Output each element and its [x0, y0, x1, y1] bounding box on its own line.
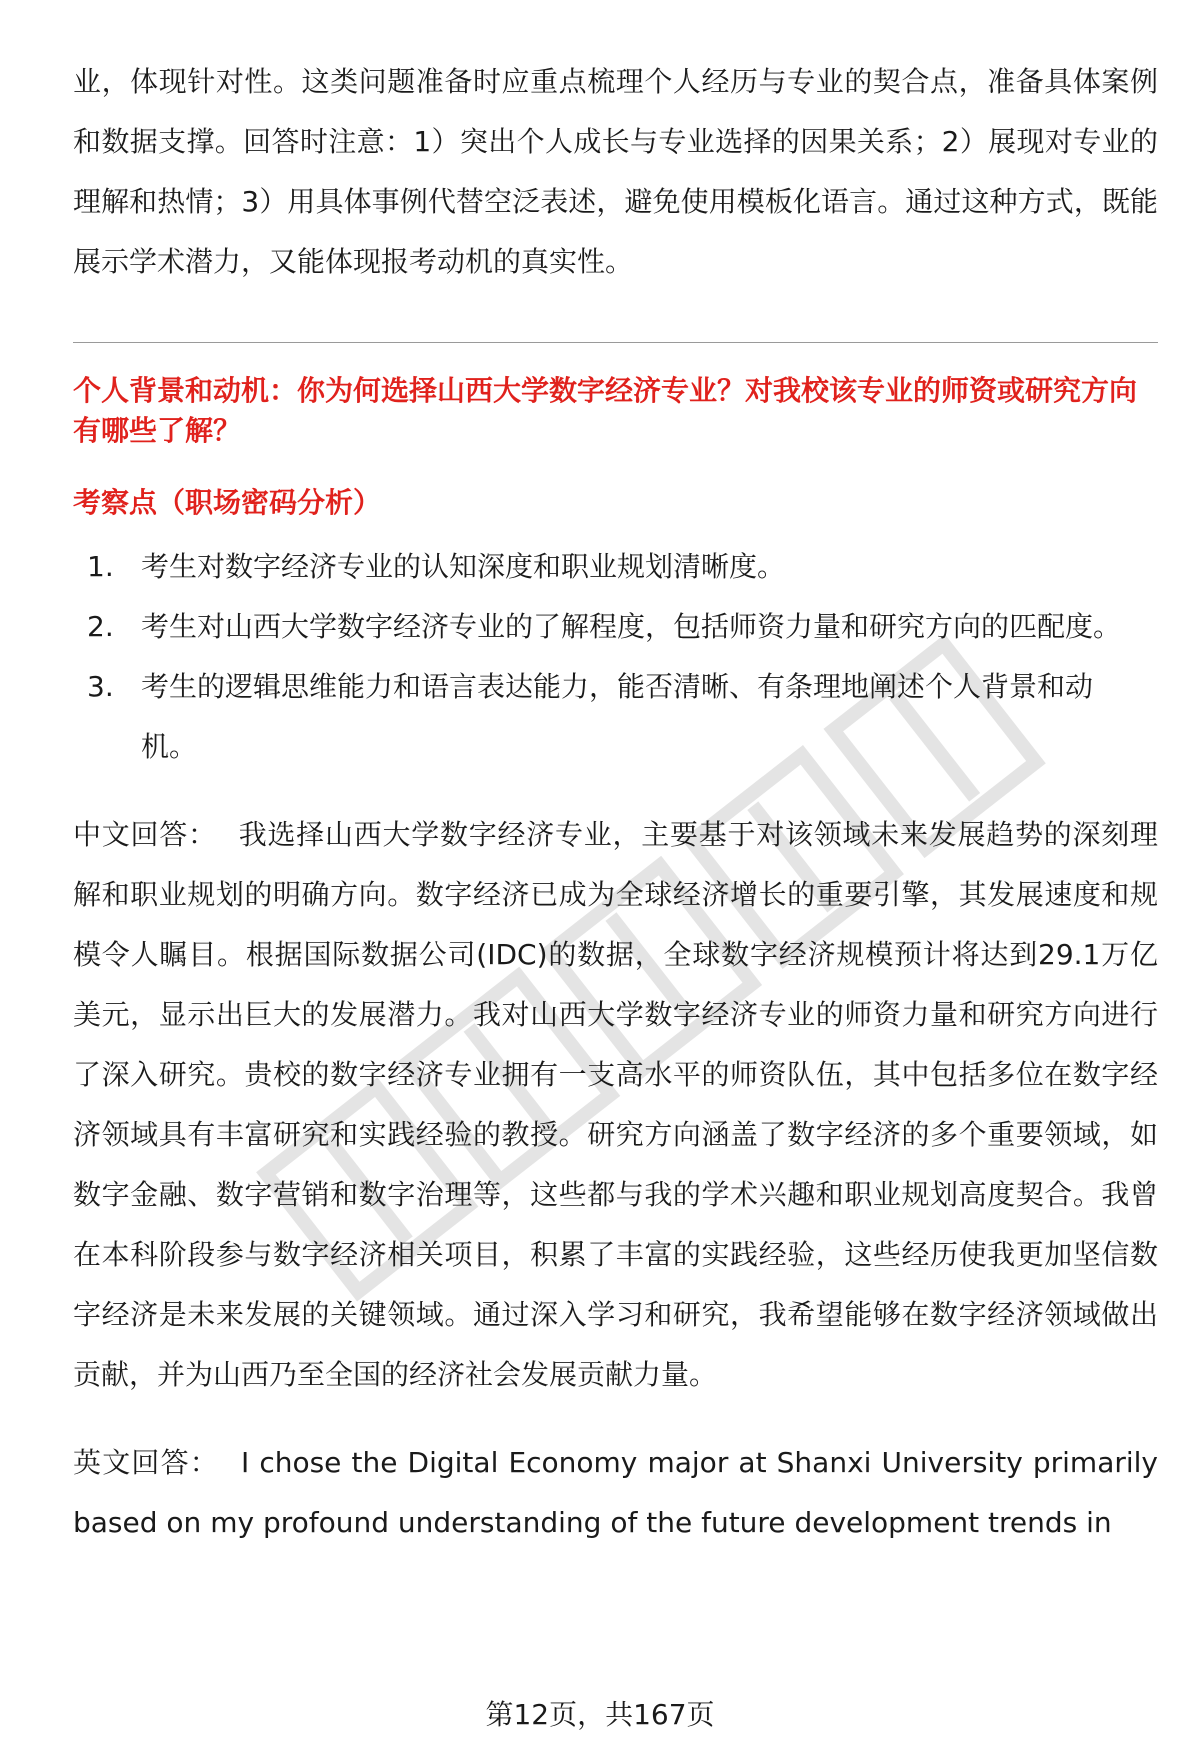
page-number-footer: 第12页，共167页	[485, 1698, 715, 1731]
list-item-number: 1.	[87, 550, 114, 583]
list-item-text: 考生对山西大学数字经济专业的了解程度，包括师资力量和研究方向的匹配度。	[141, 610, 1122, 643]
list-item-text: 考生的逻辑思维能力和语言表达能力，能否清晰、有条理地阐述个人背景和动机。	[141, 670, 1094, 763]
chinese-answer-label: 中文回答：	[73, 818, 217, 851]
list-item-text: 考生对数字经济专业的认知深度和职业规划清晰度。	[141, 550, 786, 583]
intro-paragraph: 业，体现针对性。这类问题准备时应重点梳理个人经历与专业的契合点，准备具体案例和数据支撑。回答时注意：1）突出个人成长与专业选择的因果关系；2）展现对专业的理解和热情；3）用具体事例代替空泛表述，避免使用模板化语言。通过这种方式，既能展示学术潜力，又能体现报考动机的真实性。	[73, 65, 1158, 278]
section-divider	[73, 342, 1158, 343]
exam-points-heading: 考察点（职场密码分析）	[73, 486, 382, 519]
list-item-number: 3.	[87, 670, 114, 703]
english-answer-text: I chose the Digital Economy major at Shanxi University primarily based on my profound understanding of the future development trends in	[73, 1446, 1158, 1539]
english-answer-label: 英文回答：	[73, 1446, 219, 1479]
english-answer	[73, 1433, 1158, 1553]
list-item	[73, 657, 1158, 777]
page-content	[73, 52, 1158, 1553]
list-item	[73, 597, 1158, 657]
list-item-number: 2.	[87, 610, 114, 643]
chinese-answer-text: 我选择山西大学数字经济专业，主要基于对该领域未来发展趋势的深刻理解和职业规划的明确方向。数字经济已成为全球经济增长的重要引擎，其发展速度和规模令人瞩目。根据国际数据公司(IDC)的数据，全球数字经济规模预计将达到29.1万亿美元，显示出巨大的发展潜力。我对山西大学数字经济专业的师资力量和研究方向进行了深入研究。贵校的数字经济专业拥有一支高水平的师资队伍，其中包括多位在数字经济领域具有丰富研究和实践经验的教授。研究方向涵盖了数字经济的多个重要领域，如数字金融、数字营销和数字治理等，这些都与我的学术兴趣和职业规划高度契合。我曾在本科阶段参与数字经济相关项目，积累了丰富的实践经验，这些经历使我更加坚信数字经济是未来发展的关键领域。通过深入学习和研究，我希望能够在数字经济领域做出贡献，并为山西乃至全国的经济社会发展贡献力量。	[73, 818, 1158, 1391]
list-item	[73, 537, 1158, 597]
chinese-answer	[73, 805, 1158, 1405]
exam-points-list	[73, 537, 1158, 777]
question-heading: 个人背景和动机：你为何选择山西大学数字经济专业？对我校该专业的师资或研究方向有哪些了解？	[73, 374, 1138, 447]
